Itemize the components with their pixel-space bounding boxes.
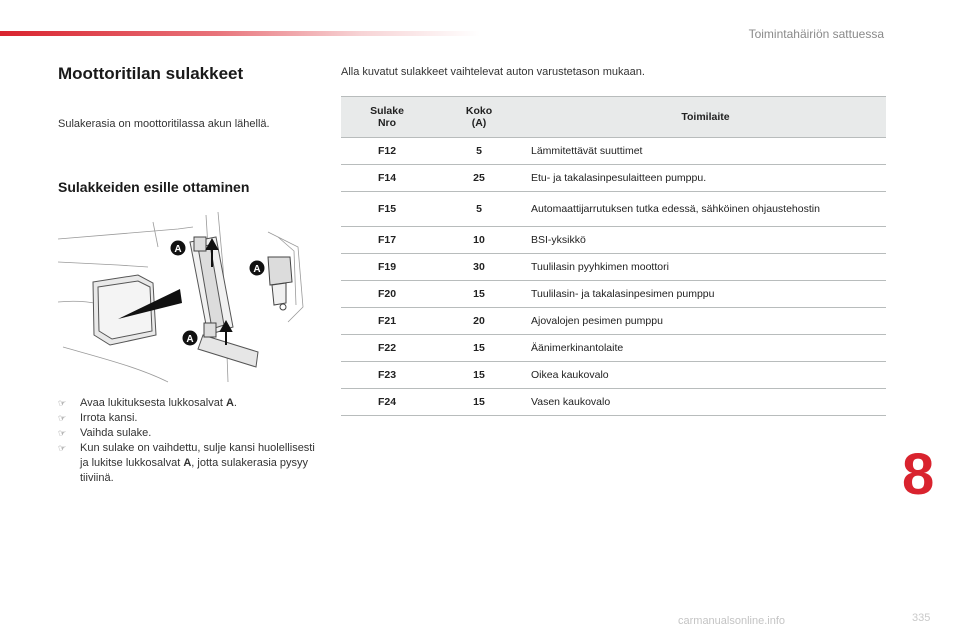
- fuse-function: BSI-yksikkö: [525, 227, 886, 254]
- fuse-amps: 25: [433, 165, 525, 192]
- table-row: [341, 389, 886, 416]
- svg-text:A: A: [186, 334, 194, 345]
- fuse-number: F12: [341, 138, 433, 165]
- fuse-amps: 5: [433, 138, 525, 165]
- table-row: [341, 308, 886, 335]
- fuse-number: F17: [341, 227, 433, 254]
- fuse-function: Ajovalojen pesimen pumppu: [525, 308, 886, 335]
- fuse-amps: 15: [433, 362, 525, 389]
- fuse-function: Vasen kaukovalo: [525, 389, 886, 416]
- fuse-number: F22: [341, 335, 433, 362]
- table-row: [341, 335, 886, 362]
- callout-a-top: [171, 241, 186, 256]
- svg-text:A: A: [174, 244, 182, 255]
- col-fuse-size: Koko (A): [433, 97, 525, 138]
- instruction-step: ☞ Avaa lukituksesta lukkosalvat A.: [58, 397, 237, 409]
- col-fuse-function: Toimilaite: [525, 97, 886, 138]
- fuse-number: F24: [341, 389, 433, 416]
- fuse-function: Automaattijarrutuksen tutka edessä, sähköinen ohjaustehostin: [525, 192, 886, 227]
- fuse-function: Tuulilasin pyyhkimen moottori: [525, 254, 886, 281]
- fuse-number: F19: [341, 254, 433, 281]
- svg-text:A: A: [253, 264, 261, 275]
- fuse-function: Tuulilasin- ja takalasinpesimen pumppu: [525, 281, 886, 308]
- fuse-function: Lämmitettävät suuttimet: [525, 138, 886, 165]
- intro-text: Sulakerasia on moottoritilassa akun lähellä.: [58, 118, 270, 130]
- fuse-function: Oikea kaukovalo: [525, 362, 886, 389]
- fuse-table: [341, 96, 886, 416]
- pointing-hand-icon: ☞: [58, 398, 67, 408]
- fuse-amps: 20: [433, 308, 525, 335]
- fuse-amps: 30: [433, 254, 525, 281]
- fuse-number: F15: [341, 192, 433, 227]
- instruction-step: ☞ Kun sulake on vaihdettu, sulje kansi huolellisesti ja lukitse lukkosalvat A, jotta sulakerasia pysyy tiiviinä.: [58, 442, 315, 484]
- fuse-amps: 15: [433, 335, 525, 362]
- table-note: Alla kuvatut sulakkeet vaihtelevat auton varustetason mukaan.: [341, 66, 645, 78]
- fuse-amps: 15: [433, 281, 525, 308]
- watermark: carmanualsonline.info: [678, 615, 786, 627]
- table-row: [341, 362, 886, 389]
- fuse-amps: 15: [433, 389, 525, 416]
- col-fuse-number: Sulake Nro: [341, 97, 433, 138]
- table-row: [341, 227, 886, 254]
- instruction-list: [58, 396, 320, 486]
- page-title: Moottoritilan sulakkeet: [58, 64, 244, 83]
- fuse-number: F14: [341, 165, 433, 192]
- callout-a-right: [250, 261, 265, 276]
- page-number: 335: [912, 612, 931, 624]
- fuse-function: Etu- ja takalasinpesulaitteen pumppu.: [525, 165, 886, 192]
- table-row: [341, 165, 886, 192]
- fuse-table-header: [341, 97, 886, 138]
- fuse-number: F21: [341, 308, 433, 335]
- instruction-step: ☞ Vaihda sulake.: [58, 427, 152, 439]
- fuse-amps: 10: [433, 227, 525, 254]
- table-row: [341, 138, 886, 165]
- chapter-color-bar: [0, 31, 480, 36]
- table-row: [341, 281, 886, 308]
- pointing-hand-icon: ☞: [58, 443, 67, 453]
- pointing-hand-icon: ☞: [58, 428, 67, 438]
- fuse-function: Äänimerkinantolaite: [525, 335, 886, 362]
- fuse-amps: 5: [433, 192, 525, 227]
- fuse-box-illustration: [58, 207, 308, 387]
- instruction-step: ☞ Irrota kansi.: [58, 412, 138, 424]
- chapter-title: Toimintahäiriön sattuessa: [748, 27, 884, 41]
- fuse-number: F20: [341, 281, 433, 308]
- chapter-number: 8: [902, 442, 935, 507]
- callout-a-bottom: [183, 331, 198, 346]
- pointing-hand-icon: ☞: [58, 413, 67, 423]
- table-row: [341, 254, 886, 281]
- table-row: [341, 192, 886, 227]
- fuse-number: F23: [341, 362, 433, 389]
- section-title: Sulakkeiden esille ottaminen: [58, 179, 250, 195]
